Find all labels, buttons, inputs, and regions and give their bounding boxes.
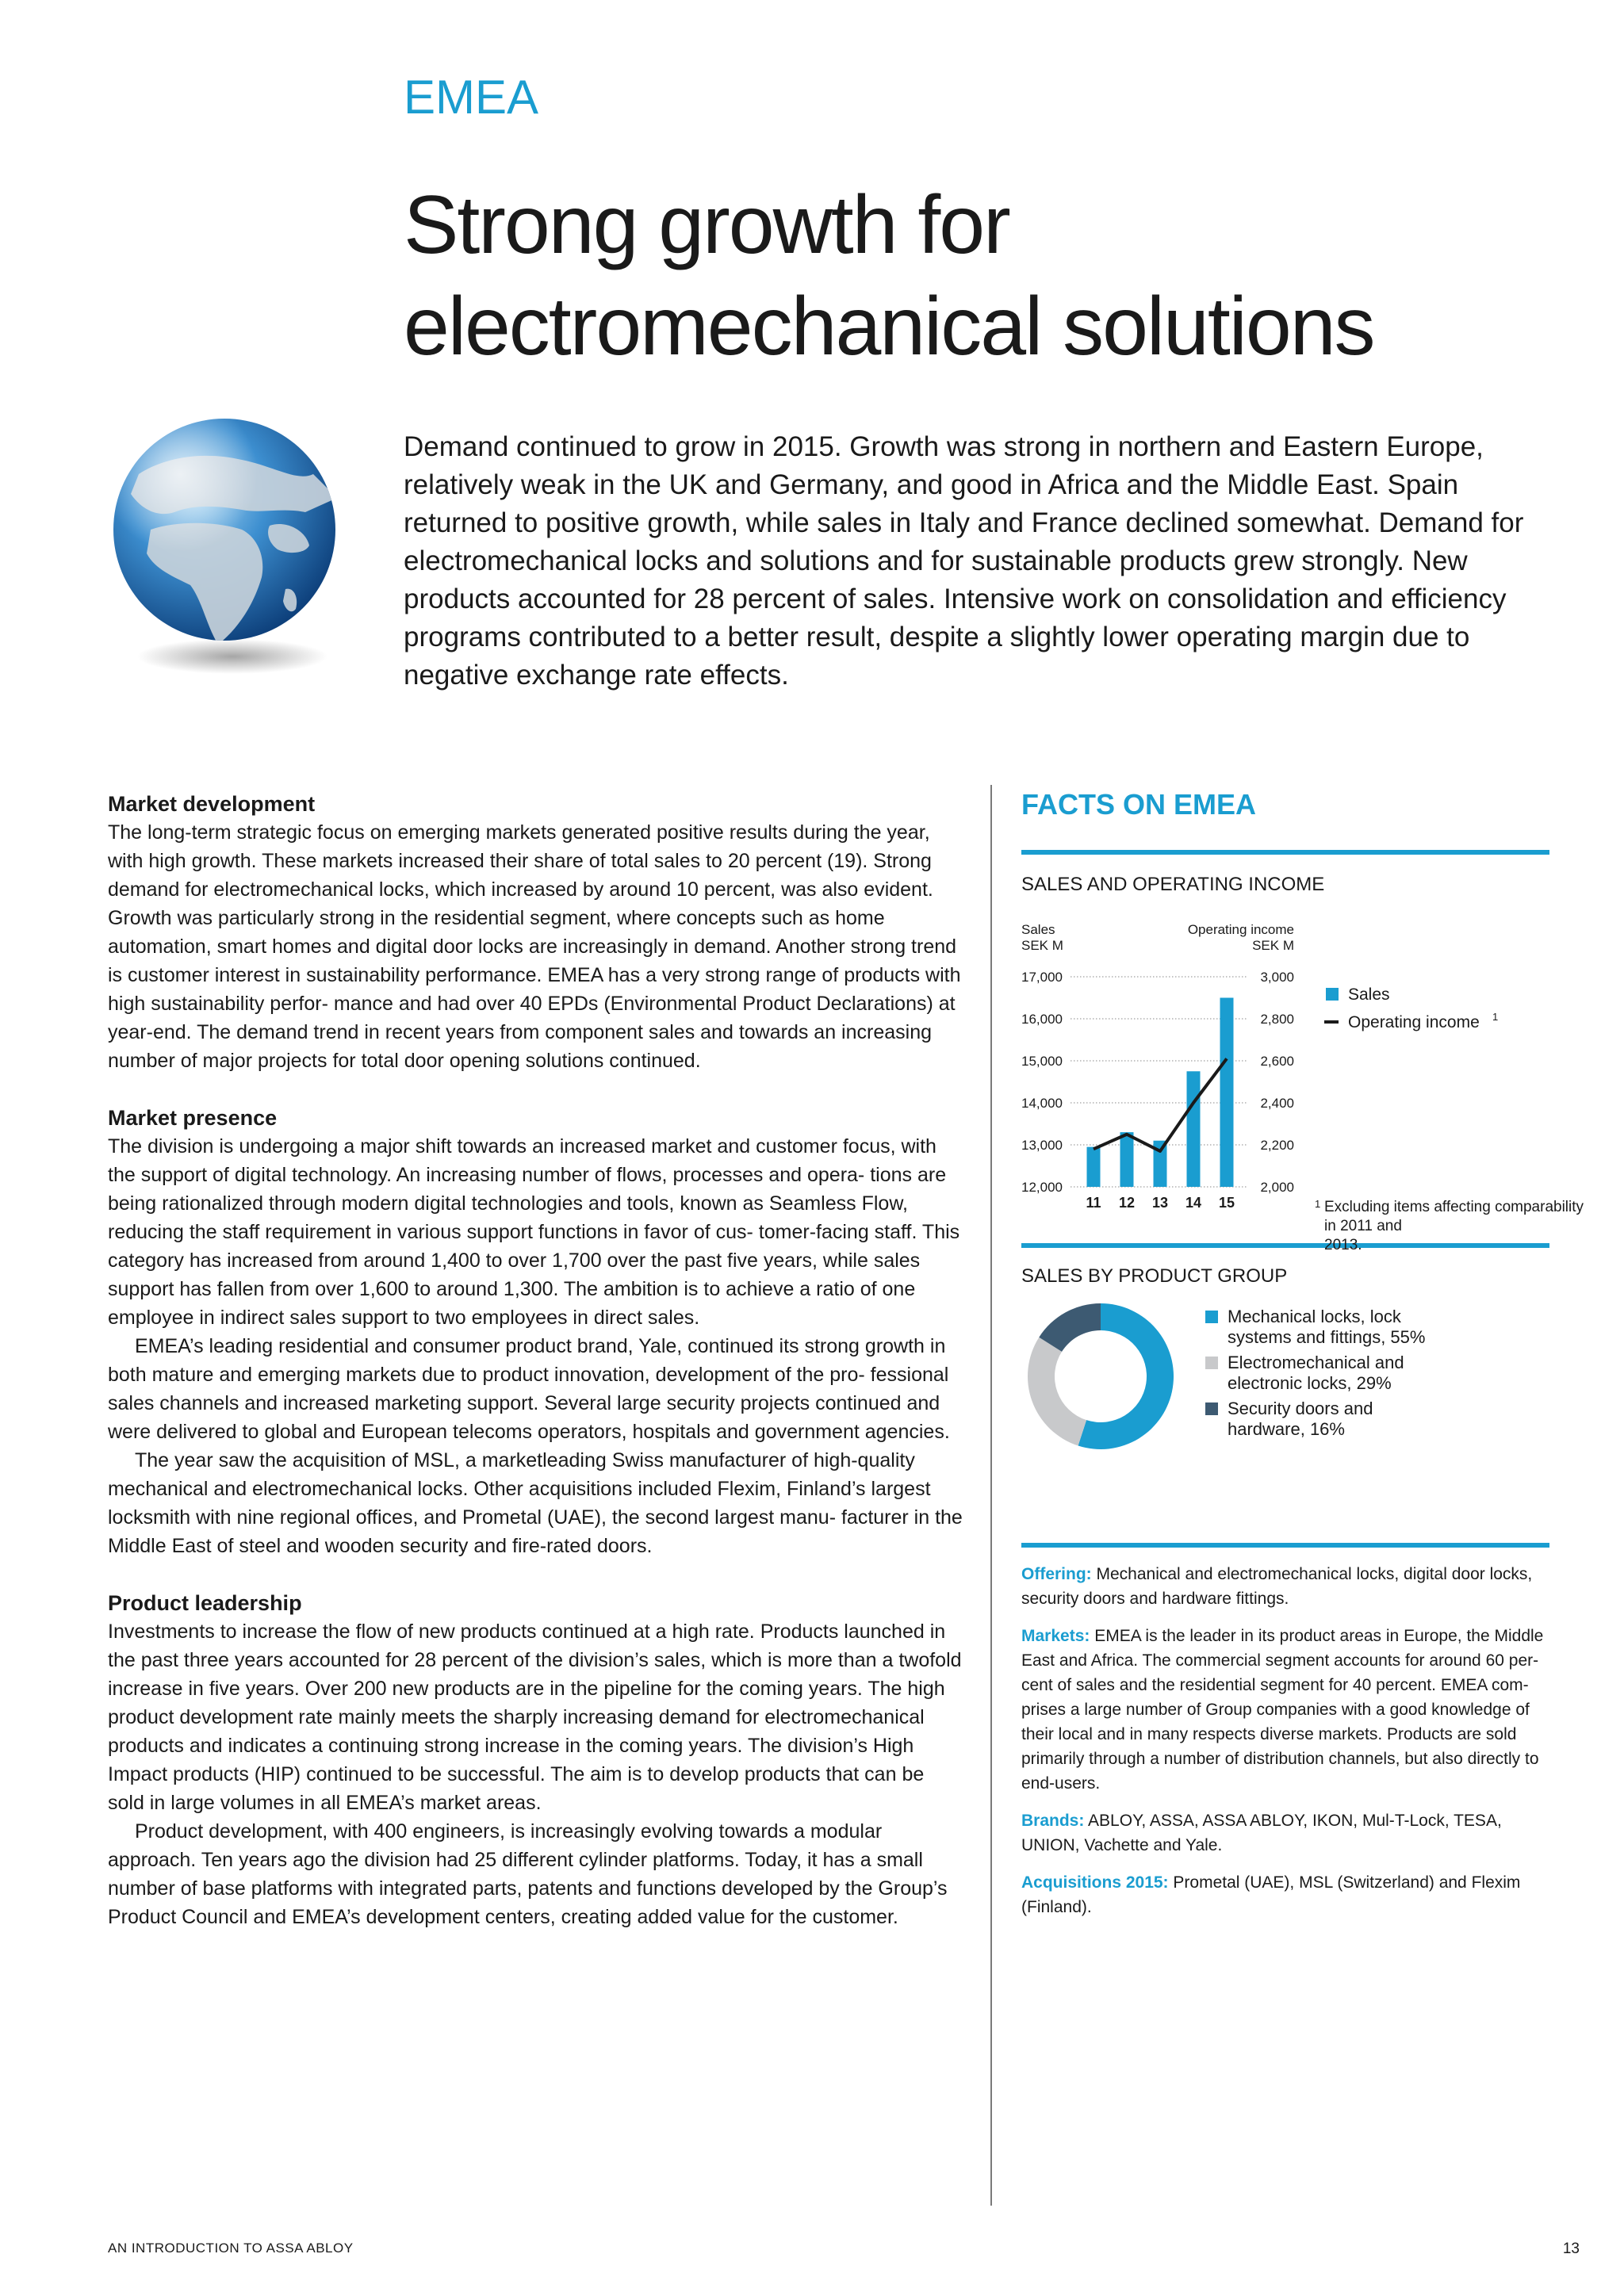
blue-rule: [1021, 1543, 1549, 1548]
left-axis-label: Sales: [1021, 922, 1055, 937]
legend-label-sales: Sales: [1348, 985, 1390, 1004]
right-tick-label: 3,000: [1260, 970, 1294, 985]
heading-market-development: Market development: [108, 792, 316, 816]
right-tick-label: 2,200: [1260, 1138, 1294, 1153]
x-tick-label: 11: [1086, 1195, 1101, 1211]
legend-swatch: [1205, 1402, 1218, 1415]
page-number: 13: [1562, 2241, 1580, 2257]
facts-title: FACTS ON EMEA: [1021, 788, 1257, 821]
blue-rule: [1021, 850, 1549, 855]
right-tick-label: 2,400: [1260, 1096, 1294, 1111]
intro-paragraph: Demand continued to grow in 2015. Growth was strong in northern and Eastern Europe, relatively weak in the UK and Germany, and good in Africa and the Middle East. Spain returned to positive growth, while sales in Italy and France declined somewhat. Demand for electromechanical locks and solutions and for sustainable products grew strongly. New products accounted for 28 percent of sales. Intensive work on consolidation and efficiency programs contributed to a better result, despite a slightly lower operating margin due to negative exchange rate effects.: [404, 431, 1524, 691]
heading-market-presence: Market presence: [108, 1106, 278, 1130]
footnote-text: Excluding items affecting comparability: [1324, 1199, 1584, 1215]
right-tick-label: 2,800: [1260, 1012, 1294, 1027]
left-axis-unit: SEK M: [1021, 938, 1063, 953]
donut-legend: [1205, 1307, 1443, 1440]
paragraph: Investments to increase the flow of new products continued at a high rate. Products launched in the past three years accounted for 28 percent of the division’s sales, which is more than a twofold increase in five years. Over 200 new products are in the pipeline for the coming years. The high product development rate mainly meets the sharply increasing demand for electromechanical products and indicates a continuing strong increase in the coming years. The division’s High Impact products (HIP) continued to be successful. The aim is to develop products that can be sold in large volumes in all EMEA’s market areas.: [108, 1621, 962, 1814]
legend-label: Electromechanical and electronic locks, 29%: [1228, 1353, 1404, 1393]
left-tick-label: 14,000: [1021, 1096, 1063, 1111]
paragraph: The year saw the acquisition of MSL, a marketleading Swiss manufacturer of high-quality mechanical and electromechanical locks. Other acquisitions included Flexim, Finland’s largest locksmith with nine regional offices, and Prometal (UAE), the second largest manu- facturer in the Middle East of steel and wooden security and fire-rated doors.: [108, 1449, 963, 1557]
page-title-line-1: Strong growth for: [404, 179, 1009, 271]
operating-income-line: [1094, 1058, 1227, 1151]
column-divider: [990, 785, 992, 2206]
sales-bar: [1220, 998, 1234, 1188]
left-tick-label: 12,000: [1021, 1180, 1063, 1195]
x-tick-label: 14: [1185, 1195, 1202, 1211]
legend-label: Security doors and hardware, 16%: [1228, 1399, 1373, 1439]
facts-panel: [1021, 785, 1584, 1932]
section-label: EMEA: [404, 71, 539, 124]
globe-image: [107, 419, 345, 680]
right-tick-label: 2,000: [1260, 1180, 1294, 1195]
legend-item: [1205, 1353, 1443, 1394]
donut-slice: [1028, 1337, 1086, 1446]
heading-product-leadership: Product leadership: [108, 1591, 302, 1615]
paragraph: The long-term strategic focus on emerging markets generated positive results during the year, with high growth. These markets increased their share of total sales to 20 percent (19). Strong demand for electromechanical locks, which increased by around 10 percent, was also evident. Growth was particularly strong in the residential segment, where concepts such as home automation, smart homes and digital door locks are increasingly in demand. Another strong trend is customer interest in sustainability performance. EMEA has a very strong range of products with high sustainability perfor- mance and had over 40 EPDs (Environmental Product Declarations) at year-end. The demand trend in recent years from component sales and towards an increasing number of major projects for total door opening solutions continued.: [108, 821, 961, 1072]
right-tick-label: 2,600: [1260, 1054, 1294, 1069]
chart-title-product-group: SALES BY PRODUCT GROUP: [1021, 1265, 1288, 1287]
left-tick-label: 15,000: [1021, 1054, 1063, 1069]
legend-label-operating-income: Operating income: [1348, 1013, 1480, 1031]
legend-swatch-sales: [1326, 988, 1339, 1001]
legend-item: [1205, 1399, 1443, 1440]
sales-operating-income-chart: [1021, 896, 1584, 1253]
paragraph: EMEA’s leading residential and consumer product brand, Yale, continued its strong growth in both mature and emerging markets due to product innovation, development of the pro- fessional sales channels and increased marketing support. Several large security projects continued and were delivered to global and European telecoms operators, hospitals and government agencies.: [108, 1335, 950, 1443]
left-tick-label: 13,000: [1021, 1138, 1063, 1153]
legend-superscript: 1: [1492, 1011, 1499, 1023]
right-axis-label: Operating income: [1187, 922, 1294, 937]
product-group-donut: [1021, 1297, 1180, 1456]
paragraph: The division is undergoing a major shift towards an increased market and customer focus, with the support of digital technology. An increasing number of flows, processes and opera- tions are being rationalized through modern digital technologies and tools, known as Seamless Flow, reducing the staff requirement in various support functions in favor of cus- tomer-facing staff. This category has increased from around 1,400 to over 1,700 over the past five years, while sales support has fallen from over 1,600 to around 1,300. The ambition is to achieve a ratio of one employee in indirect sales support to two employees in direct sales.: [108, 1135, 960, 1329]
product-group-block: [1021, 1297, 1549, 1487]
left-tick-label: 16,000: [1021, 1012, 1063, 1027]
facts-brands: Brands: ABLOY, ASSA, ASSA ABLOY, IKON, Mul-T-Lock, TESA, UNION, Vachette and Yale.: [1021, 1812, 1502, 1854]
left-tick-label: 17,000: [1021, 970, 1063, 985]
facts-markets: Markets: EMEA is the leader in its product areas in Europe, the Middle East and Africa. The commercial segment accounts for around 60 per- cent of sales and the residential segment for 40 percent. EMEA com- prises a large number of Group companies with a good knowledge of their local and in many respects diverse markets. Products are sold primarily through a number of distribution channels, but also directly to end-users.: [1021, 1627, 1544, 1793]
legend-item: [1205, 1307, 1443, 1348]
right-axis-unit: SEK M: [1252, 938, 1294, 953]
legend-label: Mechanical locks, lock systems and fittings, 55%: [1228, 1307, 1426, 1347]
facts-text: [1021, 1562, 1549, 1919]
footnote-mark: 1: [1315, 1198, 1321, 1210]
sales-bar: [1187, 1071, 1201, 1187]
footer-title: AN INTRODUCTION TO ASSA ABLOY: [108, 2241, 354, 2256]
chart-title-sales: SALES AND OPERATING INCOME: [1021, 874, 1325, 895]
paragraph: Product development, with 400 engineers, is increasingly evolving towards a modular approach. Ten years ago the division had 25 different cylinder platforms. Today, it has a small number of base platforms with integrated parts, patents and functions developed by the Group’s Product Council and EMEA’s development centers, creating added value for the customer.: [108, 1820, 948, 1928]
page-title-line-2: electromechanical solutions: [404, 281, 1374, 373]
x-tick-label: 15: [1218, 1195, 1235, 1211]
body-text-column: [108, 790, 964, 1931]
facts-acquisitions: Acquisitions 2015: Prometal (UAE), MSL (Switzerland) and Flexim (Finland).: [1021, 1873, 1521, 1916]
legend-swatch: [1205, 1357, 1218, 1369]
legend-swatch: [1205, 1311, 1218, 1323]
x-tick-label: 12: [1118, 1195, 1136, 1211]
sales-chart-block: [1021, 896, 1584, 1253]
x-tick-label: 13: [1151, 1195, 1169, 1211]
sales-bar: [1087, 1147, 1101, 1187]
sales-bar: [1120, 1132, 1134, 1187]
footnote-text: 2013.: [1324, 1237, 1362, 1253]
facts-offering: Offering: Mechanical and electromechanical locks, digital door locks, security doors and hardware fittings.: [1021, 1565, 1533, 1608]
footnote-text: in 2011 and: [1324, 1218, 1402, 1234]
page-title: [404, 174, 1474, 377]
